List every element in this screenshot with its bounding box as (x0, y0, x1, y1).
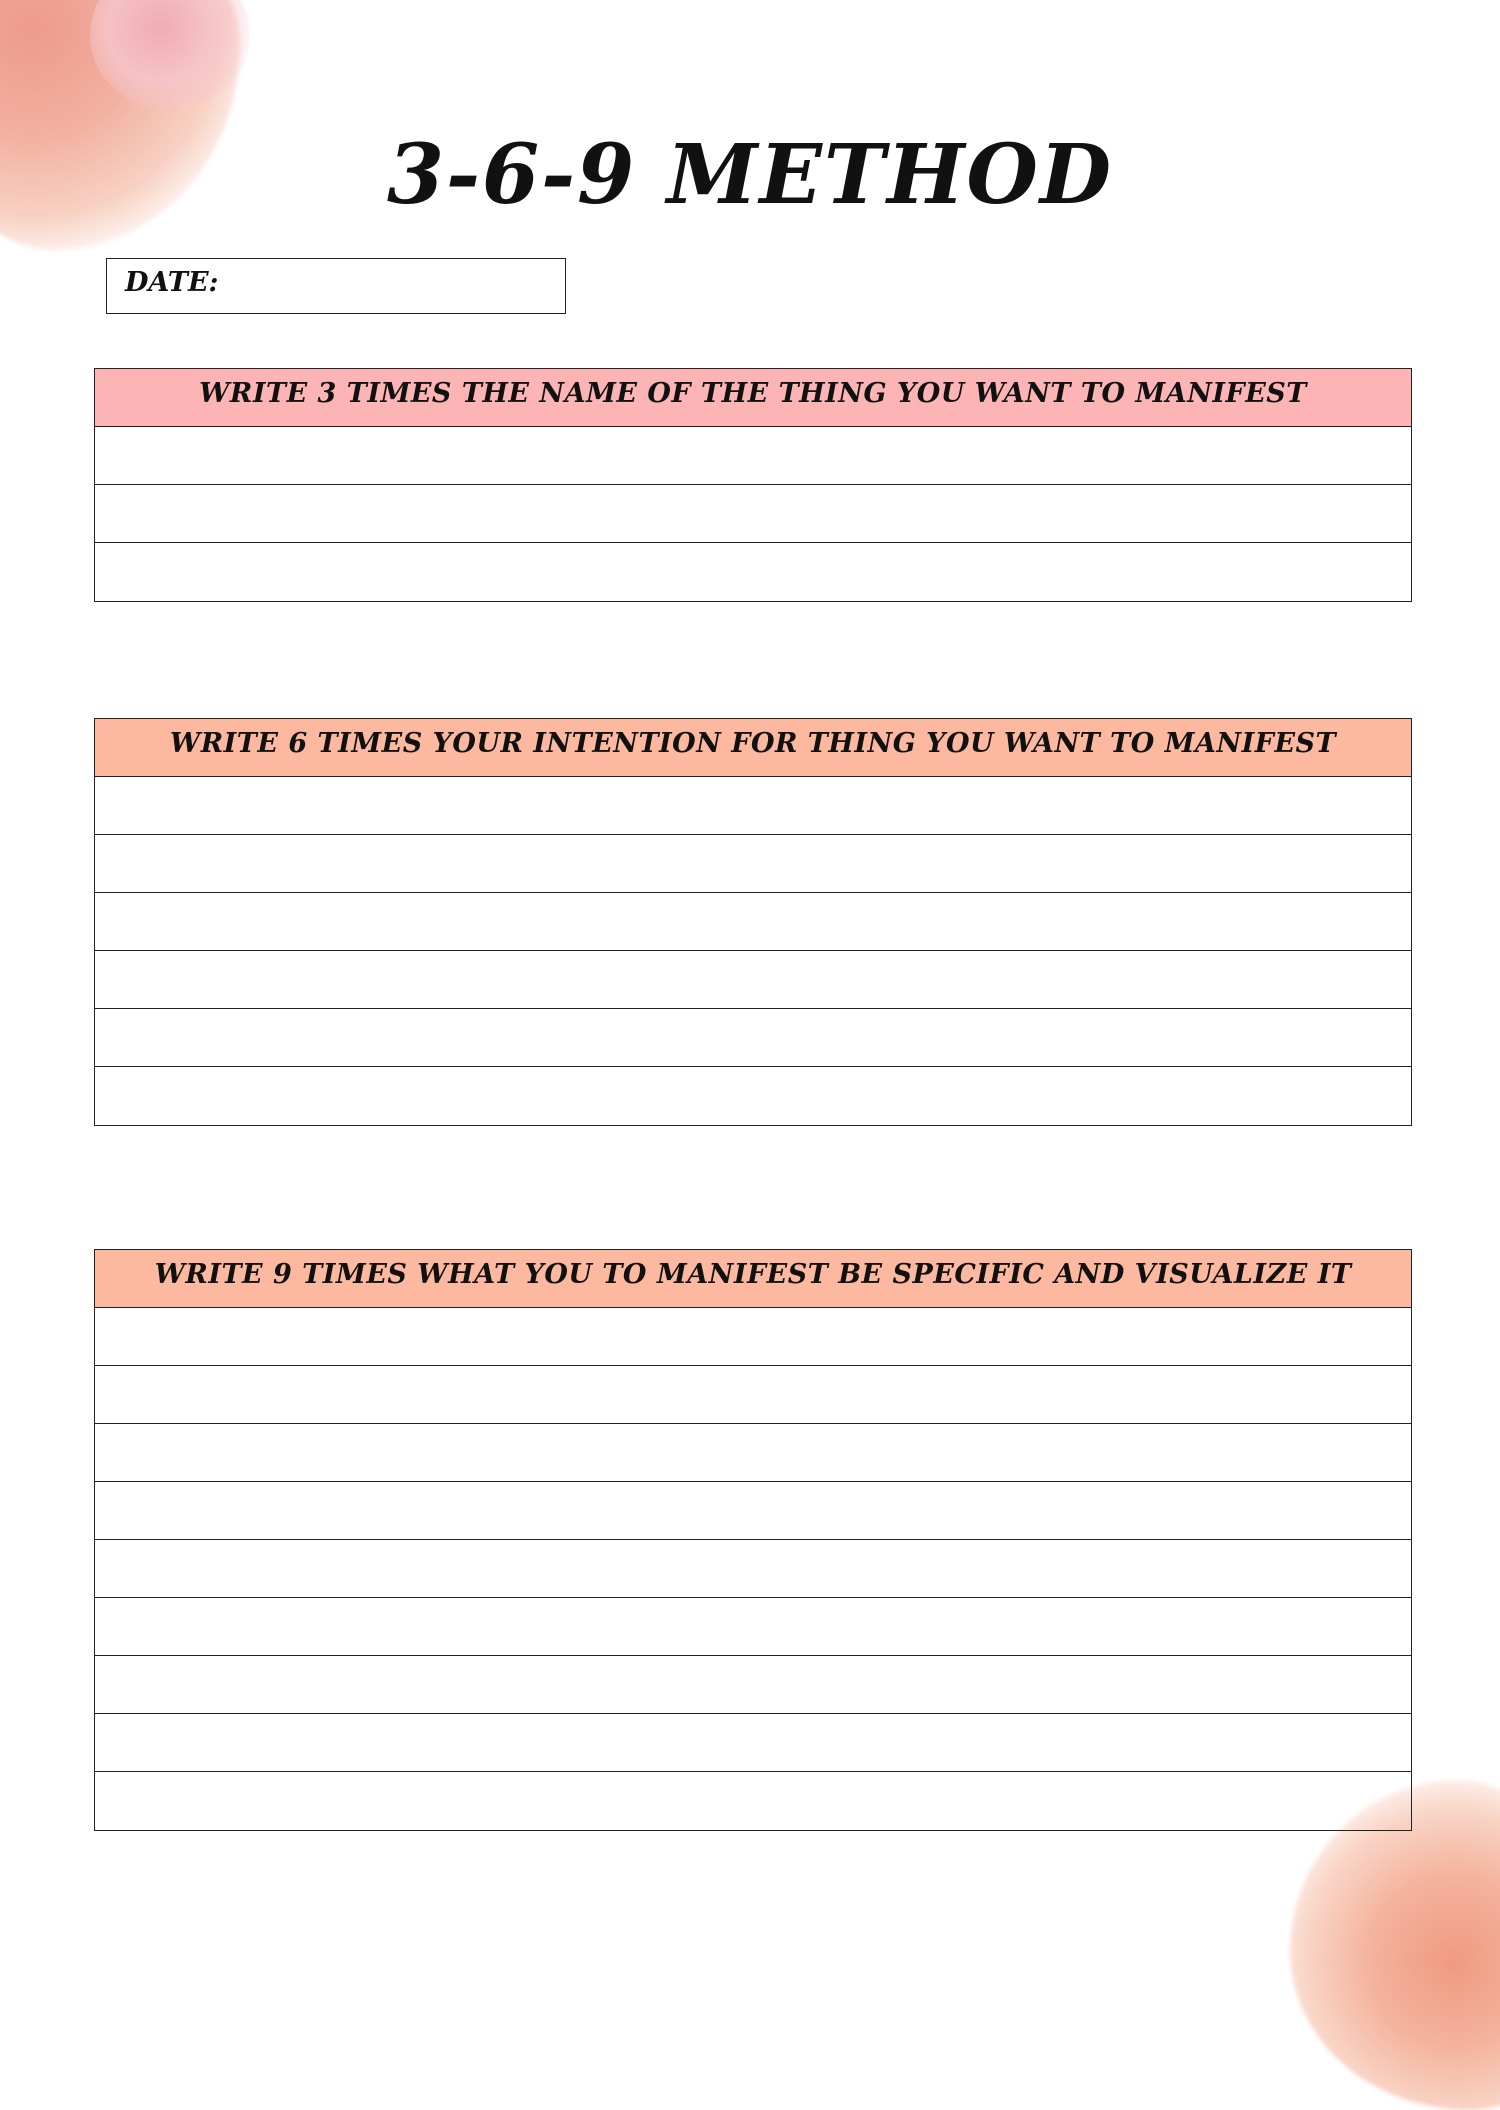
section-lines (95, 427, 1411, 601)
writing-line[interactable] (95, 1308, 1411, 1366)
writing-line[interactable] (95, 1540, 1411, 1598)
writing-line[interactable] (95, 893, 1411, 951)
writing-line[interactable] (95, 835, 1411, 893)
writing-line[interactable] (95, 1656, 1411, 1714)
writing-line[interactable] (95, 1598, 1411, 1656)
page-title: 3-6-9 METHOD (386, 127, 1114, 223)
section-heading: WRITE 3 TIMES THE NAME OF THE THING YOU WANT TO MANIFEST (95, 369, 1411, 427)
writing-line[interactable] (95, 1482, 1411, 1540)
section-lines (95, 1308, 1411, 1830)
writing-line[interactable] (95, 485, 1411, 543)
writing-line[interactable] (95, 543, 1411, 601)
section-heading: WRITE 6 TIMES YOUR INTENTION FOR THING YOU WANT TO MANIFEST (95, 719, 1411, 777)
writing-line[interactable] (95, 1366, 1411, 1424)
writing-line[interactable] (95, 1067, 1411, 1125)
section-lines (95, 777, 1411, 1125)
date-field[interactable] (106, 258, 566, 314)
writing-line[interactable] (95, 1714, 1411, 1772)
writing-line[interactable] (95, 1424, 1411, 1482)
section-heading: WRITE 9 TIMES WHAT YOU TO MANIFEST BE SPECIFIC AND VISUALIZE IT (95, 1250, 1411, 1308)
writing-line[interactable] (95, 1772, 1411, 1830)
section-6-times (94, 718, 1412, 1126)
date-label: DATE: (125, 267, 219, 298)
writing-line[interactable] (95, 427, 1411, 485)
section-3-times (94, 368, 1412, 602)
writing-line[interactable] (95, 1009, 1411, 1067)
section-9-times (94, 1249, 1412, 1831)
writing-line[interactable] (95, 951, 1411, 1009)
writing-line[interactable] (95, 777, 1411, 835)
